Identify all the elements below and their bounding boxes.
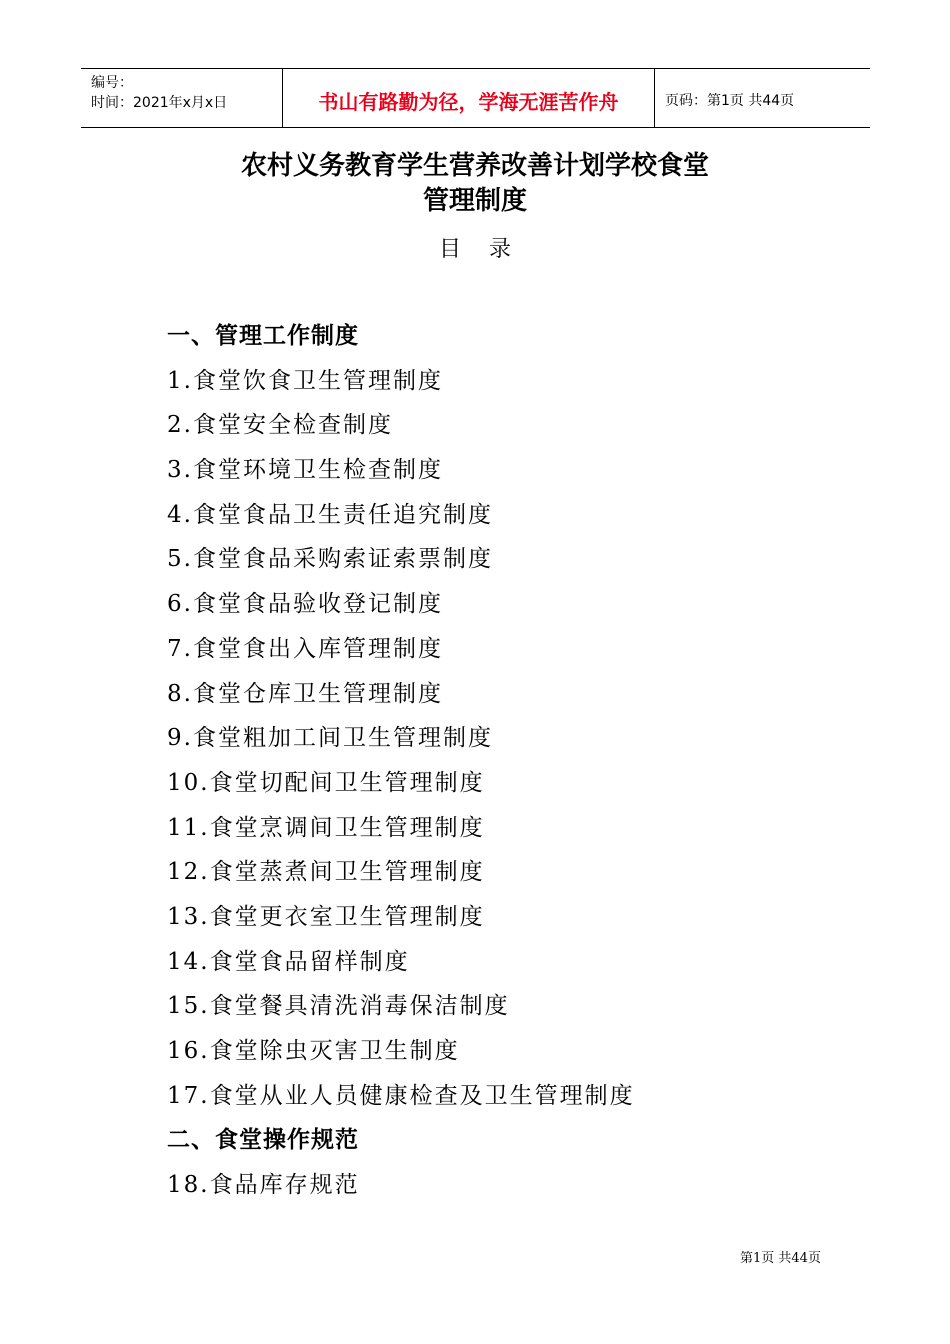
document-title-line2: 管理制度: [422, 186, 527, 216]
toc-item: 13.食堂更衣室卫生管理制度: [167, 903, 485, 930]
toc-section-heading: 二、食堂操作规范: [167, 1127, 359, 1154]
header-meta: [81, 69, 283, 127]
toc-section-heading: 一、管理工作制度: [167, 323, 359, 349]
toc-item: 11.食堂烹调间卫生管理制度: [167, 814, 485, 841]
toc-item: 14.食堂食品留样制度: [167, 948, 410, 975]
header-table: [81, 68, 870, 128]
toc-item: 15.食堂餐具清洗消毒保洁制度: [167, 993, 510, 1020]
header-page-info: 页码：第1页 共44页: [665, 93, 795, 109]
page-footer: 第1页 共44页: [740, 1251, 821, 1266]
toc-heading: 目录: [438, 237, 539, 262]
time-label: 时间：2021年x月x日: [91, 95, 228, 111]
toc-list: [167, 316, 635, 1210]
toc-item: 9.食堂粗加工间卫生管理制度: [167, 725, 493, 752]
toc-item: 16.食堂除虫灭害卫生制度: [167, 1038, 460, 1064]
header-motto: 书山有路勤为径，学海无涯苦作舟: [283, 69, 655, 127]
toc-item: 10.食堂切配间卫生管理制度: [167, 769, 485, 796]
toc-item: 4.食堂食品卫生责任追究制度: [167, 501, 493, 528]
code-label: 编号：: [91, 75, 133, 91]
toc-item: 18.食品库存规范: [167, 1172, 360, 1199]
toc-item: 17.食堂从业人员健康检查及卫生管理制度: [167, 1082, 635, 1109]
toc-item: 3.食堂环境卫生检查制度: [167, 457, 443, 484]
toc-item: 6.食堂食品验收登记制度: [167, 591, 443, 618]
toc-item: 12.食堂蒸煮间卫生管理制度: [167, 859, 485, 886]
toc-item: 8.食堂仓库卫生管理制度: [167, 680, 443, 707]
toc-item: 7.食堂食出入库管理制度: [167, 635, 443, 662]
toc-item: 2.食堂安全检查制度: [167, 412, 393, 439]
document-title-line1: 农村义务教育学生营养改善计划学校食堂: [240, 151, 709, 181]
toc-item: 5.食堂食品采购索证索票制度: [167, 546, 493, 573]
toc-item: 1.食堂饮食卫生管理制度: [167, 367, 443, 394]
